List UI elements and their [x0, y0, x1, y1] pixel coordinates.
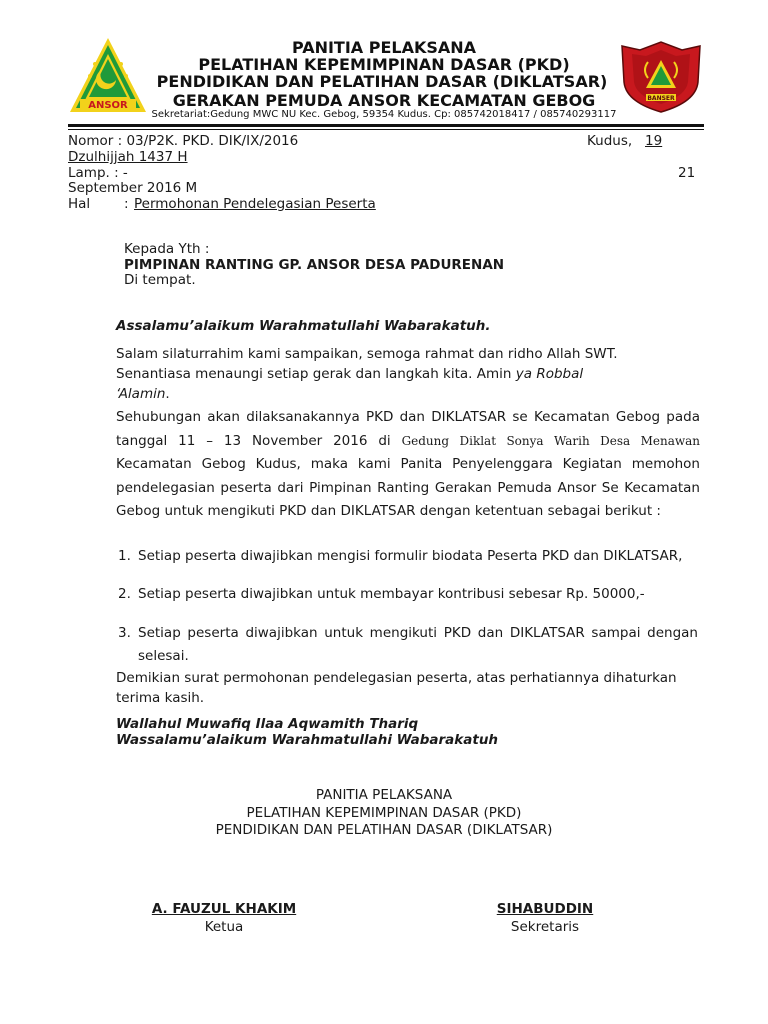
recipient-place: Di tempat.: [124, 272, 196, 288]
closing-line-1: Wallahul Muwafiq Ilaa Aqwamith Thariq: [116, 716, 419, 732]
paragraph-2: Sehubungan akan dilaksanakannya PKD dan DIKLATSAR se Kecamatan Gebog pada tanggal 11 – 13 November 2016 di Gedung Diklat Sonya Warih Desa Menawan Kecamatan Gebog Kudus, maka kami Panita Penyelenggara Kegiatan memohon pendelegasian peserta dari Pimpinan Ranting Gerakan Pemuda Ansor Se Kecamatan Gebog untuk mengikuti PKD dan DIKLATSAR dengan ketentuan sebagai berikut :: [116, 409, 701, 519]
hal-separator: :: [124, 196, 129, 212]
chairman-name: A. FAUZUL KHAKIM: [151, 901, 297, 917]
secretary-name: SIHABUDDIN: [496, 901, 594, 917]
recipient-name: PIMPINAN RANTING GP. ANSOR DESA PADURENAN: [124, 257, 505, 273]
hal-value: Permohonan Pendelegasian Peserta: [134, 196, 376, 212]
secretary-role: Sekretaris: [510, 919, 580, 935]
masehi-date: September 2016 M: [68, 180, 198, 196]
letterhead-line-1: PANITIA PELAKSANA: [291, 38, 477, 57]
chairman-role: Ketua: [204, 919, 244, 935]
date-day: 19: [645, 133, 663, 149]
ansor-logo-text: ANSOR: [88, 100, 128, 111]
paragraph-1-line-1: Salam silaturrahim kami sampaikan, semoga rahmat dan ridho Allah SWT.: [116, 346, 618, 362]
letterhead-line-4: GERAKAN PEMUDA ANSOR KECAMATAN GEBOG: [172, 91, 596, 110]
paragraph-1: [116, 344, 700, 404]
signature-title-3: PENDIDIKAN DAN PELATIHAN DASAR (DIKLATSAR): [215, 822, 553, 838]
lamp-line: Lamp. : -: [68, 165, 128, 181]
venue-name: Gedung Diklat Sonya Warih Desa Menawan: [401, 433, 701, 448]
kota: Kudus,: [587, 133, 633, 149]
banser-logo-text: BANSER: [647, 95, 675, 102]
letterhead-line-3: PENDIDIKAN DAN PELATIHAN DASAR (DIKLATSAR): [156, 72, 608, 91]
date-day-masehi: 21: [678, 165, 696, 181]
letterhead-address: Sekretariat:Gedung MWC NU Kec. Gebog, 59354 Kudus. Cp: 085742018417 / 085740293117: [151, 109, 617, 120]
closing-line-2: Wassalamu’alaikum Warahmatullahi Wabarakatuh: [116, 732, 499, 748]
hijri-date: Dzulhijjah 1437 H: [68, 149, 188, 165]
opening-salam: Assalamu’alaikum Warahmatullahi Wabarakatuh.: [116, 318, 491, 334]
letterhead-line-2: PELATIHAN KEPEMIMPINAN DASAR (PKD): [198, 55, 570, 74]
header-divider-thin: [68, 129, 704, 130]
paragraph-1-line-3: ‘Alamin.: [116, 386, 170, 402]
hal-label: Hal: [68, 196, 91, 212]
header-divider-thick: [68, 124, 704, 127]
signature-title-2: PELATIHAN KEPEMIMPINAN DASAR (PKD): [246, 805, 522, 821]
paragraph-1-line-2: Senantiasa menaungi setiap gerak dan langkah kita. Amin ya Robbal: [116, 366, 584, 382]
recipient-greeting: Kepada Yth :: [124, 241, 210, 257]
paragraph-3: Demikian surat permohonan pendelegasian peserta, atas perhatiannya dihaturkan terima kasih.: [116, 670, 677, 706]
signature-title-1: PANITIA PELAKSANA: [315, 787, 453, 803]
nomor-line: Nomor : 03/P2K. PKD. DIK/IX/2016: [68, 133, 299, 149]
